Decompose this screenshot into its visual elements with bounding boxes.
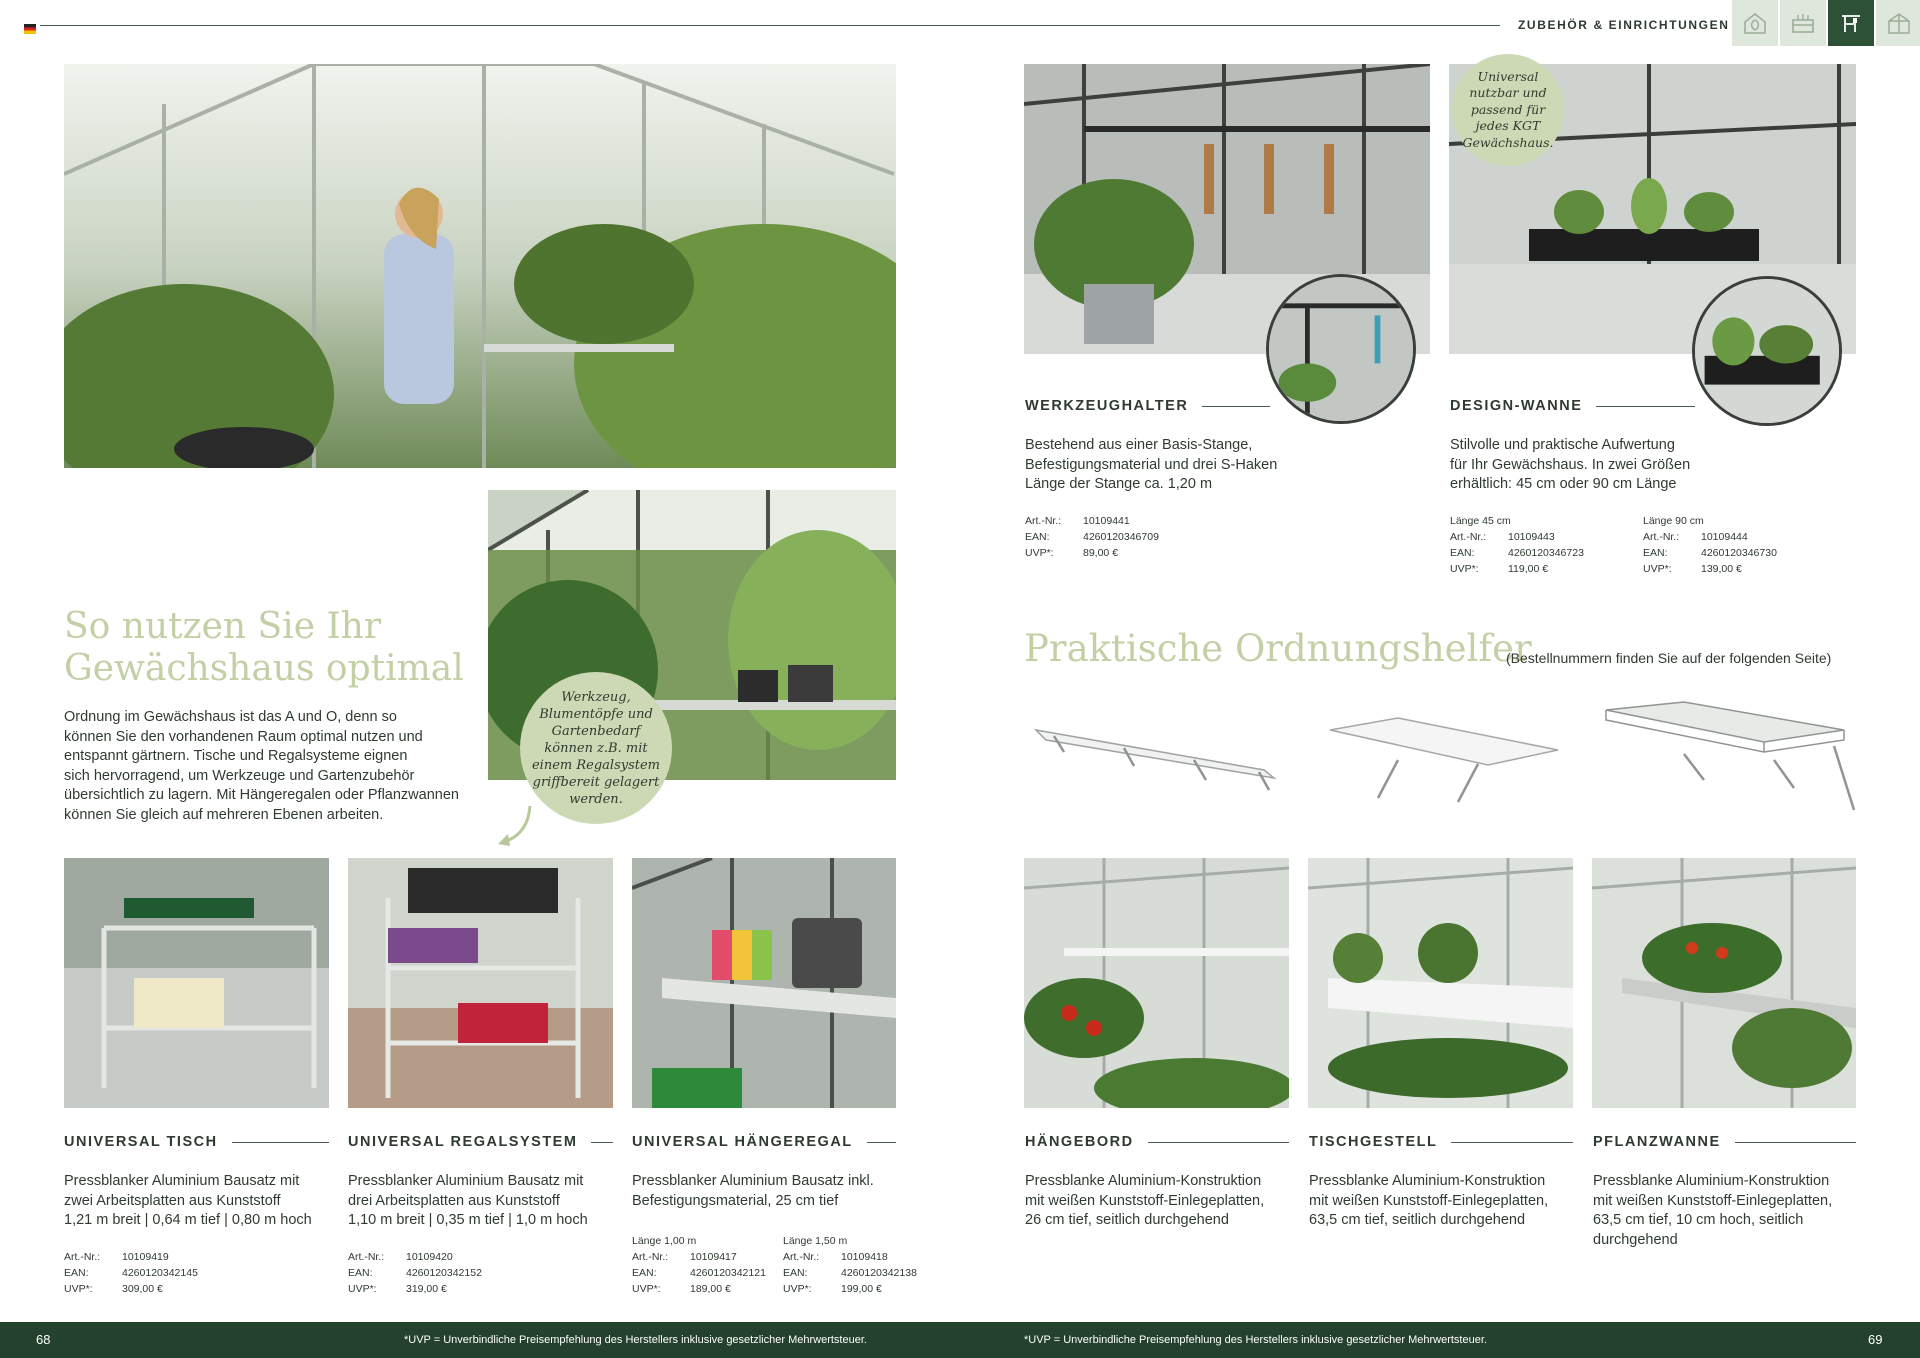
badge-line: Gartenbedarf [551, 723, 641, 739]
product-title-pflanzwanne [1593, 1134, 1856, 1150]
desc-line: Befestigungsmaterial und drei S-Haken [1025, 456, 1278, 473]
product-title-text: UNIVERSAL HÄNGEREGAL [632, 1134, 853, 1150]
badge-line: Blumentöpfe und [539, 706, 653, 722]
product-spec-werkzeughalter [1025, 513, 1159, 561]
desc-line: Länge der Stange ca. 1,20 m [1025, 476, 1213, 492]
product-title-text: DESIGN-WANNE [1450, 398, 1583, 414]
intro-headline [64, 606, 464, 690]
title-rule [232, 1142, 329, 1143]
spec-key: Art.-Nr.: [64, 1251, 101, 1263]
desc-line: mit weißen Kunststoff-Einlegeplatten, [1025, 1192, 1265, 1209]
desc-line: mit weißen Kunststoff-Einlegeplatten, [1309, 1192, 1549, 1209]
product-spec-haengeregal-1m [632, 1233, 766, 1297]
title-rule [591, 1142, 613, 1143]
product-title-haengebord [1025, 1134, 1289, 1150]
product-photo-universal-haengeregal [632, 858, 896, 1108]
intro-line: entspannt gärtnern. Tische und Regalsysteme eignen [64, 748, 408, 764]
product-desc-tischgestell [1309, 1172, 1589, 1231]
raised-bed-icon [1790, 10, 1816, 36]
tab-greenhouse-frame[interactable] [1876, 0, 1920, 46]
product-desc-universal-regalsystem [348, 1172, 618, 1231]
desc-line: Pressblanke Aluminium-Konstruktion [1025, 1173, 1262, 1189]
product-spec-design-wanne-90 [1643, 513, 1777, 577]
price: 309,00 € [122, 1283, 163, 1295]
product-photo-tischgestell [1308, 858, 1573, 1108]
intro-text [64, 708, 494, 825]
spec-key: UVP*: [1643, 563, 1672, 575]
badge-line: Werkzeug, [561, 689, 631, 705]
tab-shelf-tools[interactable] [1828, 0, 1874, 46]
spec-key: UVP*: [1450, 563, 1479, 575]
badge-line: jedes KGT [1475, 118, 1541, 134]
spec-key: EAN: [348, 1267, 373, 1279]
badge-line: nutzbar und [1469, 85, 1547, 101]
ean-number: 4260120342138 [841, 1267, 917, 1279]
price: 199,00 € [841, 1283, 882, 1295]
spec-key: Art.-Nr.: [1450, 531, 1487, 543]
shelf-tools-icon [1838, 10, 1864, 36]
product-photo-universal-regalsystem [348, 858, 613, 1108]
article-number: 10109420 [406, 1251, 453, 1263]
product-title-text: UNIVERSAL TISCH [64, 1134, 218, 1150]
intro-headline-line-2: Gewächshaus optimal [64, 648, 464, 689]
title-rule [1596, 406, 1695, 407]
intro-line: können Sie den vorhandenen Raum optimal nutzen und [64, 728, 423, 745]
variant-label: Länge 1,50 m [783, 1235, 848, 1247]
product-photo-universal-tisch [64, 858, 329, 1108]
footer-note-right: *UVP = Unverbindliche Preisempfehlung des Herstellers inklusive gesetzlicher Mehrwertsteuer. [1024, 1334, 1487, 1346]
tip-badge-right [1452, 54, 1564, 166]
price: 189,00 € [690, 1283, 731, 1295]
product-desc-werkzeughalter [1025, 436, 1325, 495]
article-number: 10109441 [1083, 515, 1130, 527]
product-title-universal-regalsystem [348, 1134, 613, 1150]
product-title-text: PFLANZWANNE [1593, 1134, 1721, 1150]
article-number: 10109419 [122, 1251, 169, 1263]
desc-line: Pressblanke Aluminium-Konstruktion [1593, 1173, 1830, 1189]
product-title-text: WERKZEUGHALTER [1025, 398, 1189, 414]
price: 139,00 € [1701, 563, 1742, 575]
desc-line: erhältlich: 45 cm oder 90 cm Länge [1450, 476, 1677, 492]
spec-key: EAN: [64, 1267, 89, 1279]
article-number: 10109444 [1701, 531, 1748, 543]
spec-key: UVP*: [64, 1283, 93, 1295]
product-photo-pflanzwanne [1592, 858, 1856, 1108]
product-title-text: HÄNGEBORD [1025, 1134, 1134, 1150]
greenhouse-frame-icon [1886, 10, 1912, 36]
intro-line: Ordnung im Gewächshaus ist das A und O, denn so [64, 709, 397, 725]
product-title-universal-tisch [64, 1134, 329, 1150]
footer-note-left: *UVP = Unverbindliche Preisempfehlung des Herstellers inklusive gesetzlicher Mehrwertsteuer. [404, 1334, 867, 1346]
intro-line: sich hervorragend, um Werkzeuge und Gartenzubehör [64, 767, 415, 784]
product-title-text: TISCHGESTELL [1309, 1134, 1438, 1150]
detail-circle-werkzeughalter [1266, 274, 1416, 424]
desc-line: 1,10 m breit | 0,35 m tief | 1,0 m hoch [348, 1212, 588, 1228]
spec-key: Art.-Nr.: [1643, 531, 1680, 543]
product-title-design-wanne [1450, 398, 1695, 414]
language-flag-icon [24, 24, 36, 34]
title-rule [1202, 406, 1270, 407]
product-desc-universal-tisch [64, 1172, 334, 1231]
product-spec-design-wanne-45 [1450, 513, 1584, 577]
spec-key: UVP*: [632, 1283, 661, 1295]
desc-line: Stilvolle und praktische Aufwertung [1450, 437, 1675, 453]
desc-line: drei Arbeitsplatten aus Kunststoff [348, 1192, 560, 1209]
title-rule [1148, 1142, 1289, 1143]
price: 119,00 € [1508, 563, 1549, 575]
spec-key: EAN: [1450, 547, 1475, 559]
desc-line: Pressblanker Aluminium Bausatz mit [348, 1173, 584, 1189]
greenhouse-leaf-icon [1742, 10, 1768, 36]
badge-line: werden. [569, 791, 623, 807]
product-desc-pflanzwanne [1593, 1172, 1868, 1250]
variant-label: Länge 90 cm [1643, 515, 1704, 527]
detail-circle-design-wanne [1692, 276, 1842, 426]
desc-line: Befestigungsmaterial, 25 cm tief [632, 1192, 839, 1209]
ean-number: 4260120342152 [406, 1267, 482, 1279]
spec-key: Art.-Nr.: [783, 1251, 820, 1263]
product-desc-design-wanne [1450, 436, 1750, 495]
spec-key: UVP*: [783, 1283, 812, 1295]
shelf-illustration-tischgestell [1318, 690, 1583, 830]
title-rule [1451, 1142, 1573, 1143]
product-desc-universal-haengeregal [632, 1172, 902, 1211]
tip-badge-left [520, 672, 672, 824]
product-desc-haengebord [1025, 1172, 1305, 1231]
product-spec-universal-tisch [64, 1249, 198, 1297]
tab-greenhouse-leaf[interactable] [1732, 0, 1778, 46]
spec-key: Art.-Nr.: [632, 1251, 669, 1263]
spec-key: EAN: [1025, 531, 1050, 543]
price: 89,00 € [1083, 547, 1119, 559]
badge-line: passend für [1470, 101, 1546, 117]
variant-label: Länge 1,00 m [632, 1235, 697, 1247]
product-spec-haengeregal-150m [783, 1233, 917, 1297]
arrow-down-left-icon [490, 800, 540, 850]
badge-line: griffbereit gelagert [532, 774, 660, 790]
spec-key: UVP*: [348, 1283, 377, 1295]
desc-line: zwei Arbeitsplatten aus Kunststoff [64, 1192, 281, 1209]
spec-key: EAN: [632, 1267, 657, 1279]
ean-number: 4260120346730 [1701, 547, 1777, 559]
ean-number: 4260120342121 [690, 1267, 766, 1279]
helpers-headline: Praktische Ordnungshelfer [1024, 627, 1532, 670]
badge-line: einem Regalsystem [531, 757, 661, 773]
desc-line: 1,21 m breit | 0,64 m tief | 0,80 m hoch [64, 1212, 312, 1228]
shelf-illustration-pflanzwanne [1594, 690, 1859, 830]
desc-line: mit weißen Kunststoff-Einlegeplatten, [1593, 1192, 1833, 1209]
intro-headline-line-1: So nutzen Sie Ihr [64, 606, 382, 647]
tab-raised-bed[interactable] [1780, 0, 1826, 46]
product-title-werkzeughalter [1025, 398, 1270, 414]
hero-greenhouse-photo [64, 64, 896, 468]
intro-line: können Sie gleich auf mehreren Ebenen arbeiten. [64, 806, 384, 823]
spec-key: EAN: [1643, 547, 1668, 559]
desc-line: 63,5 cm tief, seitlich durchgehend [1309, 1212, 1526, 1228]
page-number-left: 68 [36, 1332, 51, 1347]
desc-line: durchgehend [1593, 1231, 1678, 1248]
header-rule [40, 25, 1500, 26]
desc-line: Bestehend aus einer Basis-Stange, [1025, 437, 1253, 453]
ean-number: 4260120342145 [122, 1267, 198, 1279]
article-number: 10109418 [841, 1251, 888, 1263]
page-number-right: 69 [1868, 1332, 1883, 1347]
desc-line: Pressblanke Aluminium-Konstruktion [1309, 1173, 1546, 1189]
spec-key: EAN: [783, 1267, 808, 1279]
article-number: 10109443 [1508, 531, 1555, 543]
desc-line: für Ihr Gewächshaus. In zwei Größen [1450, 456, 1691, 473]
section-title: ZUBEHÖR & EINRICHTUNGEN [1518, 18, 1730, 32]
shelf-illustration-haengebord [1024, 690, 1289, 830]
helpers-note: (Bestellnummern finden Sie auf der folgenden Seite) [1506, 650, 1832, 666]
product-title-universal-haengeregal [632, 1134, 896, 1150]
badge-line: Universal [1477, 68, 1539, 84]
variant-label: Länge 45 cm [1450, 515, 1511, 527]
title-rule [867, 1142, 896, 1143]
product-photo-haengebord [1024, 858, 1289, 1108]
desc-line: Pressblanker Aluminium Bausatz mit [64, 1173, 300, 1189]
spec-key: UVP*: [1025, 547, 1054, 559]
desc-line: 26 cm tief, seitlich durchgehend [1025, 1212, 1229, 1228]
spec-key: Art.-Nr.: [348, 1251, 385, 1263]
ean-number: 4260120346709 [1083, 531, 1159, 543]
footer-bar [0, 1322, 1920, 1358]
desc-line: Pressblanker Aluminium Bausatz inkl. [632, 1173, 874, 1189]
title-rule [1735, 1142, 1856, 1143]
spec-key: Art.-Nr.: [1025, 515, 1062, 527]
product-title-text: UNIVERSAL REGALSYSTEM [348, 1134, 578, 1150]
badge-line: können z.B. mit [544, 740, 648, 756]
desc-line: 63,5 cm tief, 10 cm hoch, seitlich [1593, 1212, 1804, 1228]
product-spec-universal-regalsystem [348, 1249, 482, 1297]
badge-line: Gewächshaus. [1462, 134, 1554, 150]
article-number: 10109417 [690, 1251, 737, 1263]
product-title-tischgestell [1309, 1134, 1573, 1150]
price: 319,00 € [406, 1283, 447, 1295]
intro-line: übersichtlich zu lagern. Mit Hängeregalen oder Pflanzwannen [64, 787, 459, 803]
ean-number: 4260120346723 [1508, 547, 1584, 559]
